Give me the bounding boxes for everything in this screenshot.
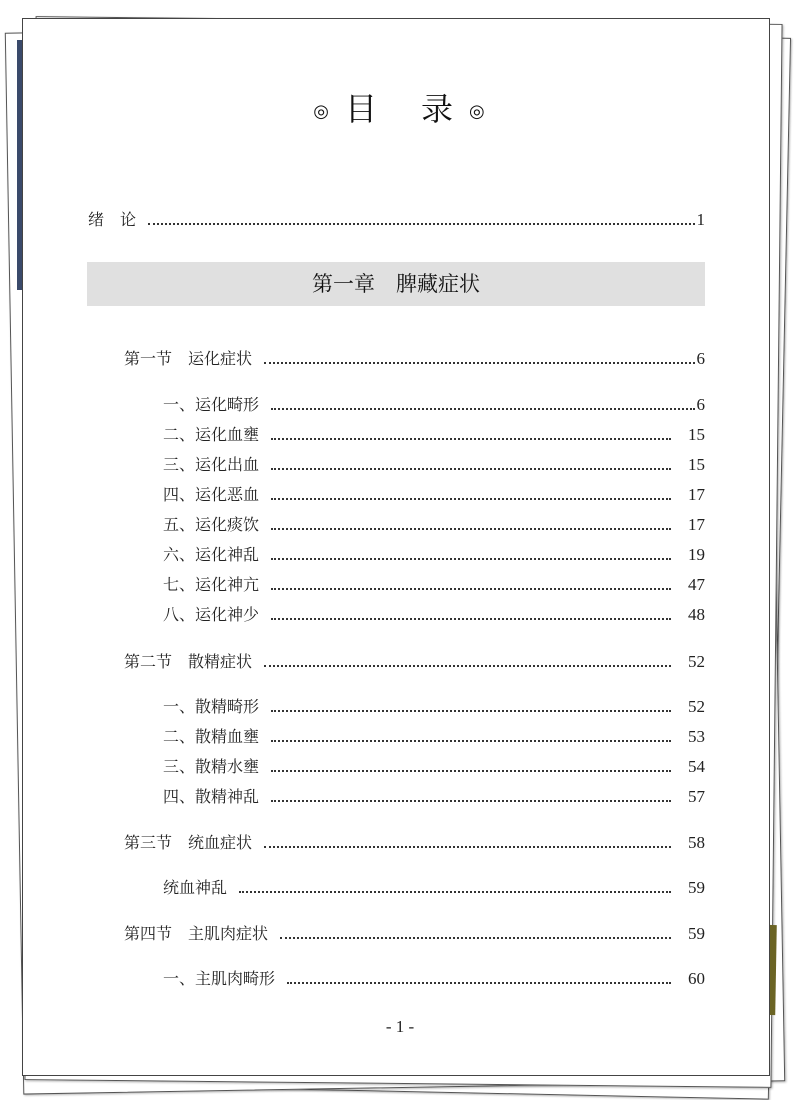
toc-entry-page: 17: [688, 485, 705, 504]
dot-leader: [271, 558, 671, 560]
toc-entry[interactable]: [163, 422, 705, 444]
chapter-heading: 第一章 脾藏症状: [87, 262, 705, 306]
dot-leader: [271, 438, 671, 440]
toc-entry-label: 第二节 散精症状: [124, 652, 253, 671]
toc-entry-page: 58: [688, 833, 705, 852]
toc-entry-label: 一、散精畸形: [163, 697, 260, 716]
toc-entry[interactable]: [163, 966, 705, 988]
toc-entry-label: 一、运化畸形: [163, 395, 260, 414]
toc-entry-page: 6: [696, 395, 705, 414]
dot-leader: [271, 468, 671, 470]
toc-entry-page: 52: [688, 697, 705, 716]
toc-entry[interactable]: [163, 512, 705, 534]
toc-entry-page: 48: [688, 605, 705, 624]
ornament-icon: ◎: [469, 101, 487, 122]
dot-leader: [271, 618, 671, 620]
dot-leader: [287, 982, 671, 984]
dot-leader: [271, 800, 671, 802]
toc-entry-page: 60: [688, 969, 705, 988]
toc-entry[interactable]: [163, 875, 705, 897]
toc-entry[interactable]: [124, 830, 705, 852]
toc-entry-label: 第一节 运化症状: [124, 349, 253, 368]
dot-leader: [280, 937, 671, 939]
title-char: 目: [344, 90, 379, 128]
toc-entry[interactable]: [124, 921, 705, 943]
toc-entry[interactable]: [163, 724, 705, 746]
toc-entry-page: 54: [688, 757, 705, 776]
toc-entry[interactable]: [163, 784, 705, 806]
toc-entry[interactable]: [163, 542, 705, 564]
title-char: 录: [421, 90, 456, 128]
toc-entry[interactable]: [163, 452, 705, 474]
dot-leader: [271, 710, 671, 712]
toc-entry-label: 二、运化血壅: [163, 425, 260, 444]
toc-entry-label: 绪 论: [88, 210, 137, 229]
page-number: - 1 -: [385, 1017, 415, 1036]
toc-entry[interactable]: [163, 602, 705, 624]
toc-entry[interactable]: [163, 754, 705, 776]
dot-leader: [264, 362, 695, 364]
toc-entry-page: 19: [688, 545, 705, 564]
toc-entry-page: 1: [696, 210, 705, 229]
toc-entry[interactable]: [163, 572, 705, 594]
toc-entry[interactable]: [163, 694, 705, 716]
dot-leader: [271, 770, 671, 772]
toc-entry-page: 53: [688, 727, 705, 746]
toc-entry[interactable]: [124, 649, 705, 671]
toc-entry[interactable]: [163, 482, 705, 504]
toc-entry-label: 一、主肌肉畸形: [163, 969, 276, 988]
dot-leader: [264, 846, 671, 848]
toc-entry-label: 三、运化出血: [163, 455, 260, 474]
toc-entry-label: 四、散精神乱: [163, 787, 260, 806]
toc-entry-label: 二、散精血壅: [163, 727, 260, 746]
toc-entry-page: 59: [688, 878, 705, 897]
toc-entry-label: 第四节 主肌肉症状: [124, 924, 269, 943]
toc-entry[interactable]: [163, 392, 705, 414]
toc-entry-page: 57: [688, 787, 705, 806]
toc-entry-page: 17: [688, 515, 705, 534]
toc-entry-intro[interactable]: [88, 207, 705, 229]
toc-entry-label: 八、运化神少: [163, 605, 260, 624]
dot-leader: [264, 665, 671, 667]
toc-entry-label: 第三节 统血症状: [124, 833, 253, 852]
dot-leader: [271, 588, 671, 590]
toc-entry-page: 15: [688, 455, 705, 474]
toc-entry-page: 47: [688, 575, 705, 594]
ornament-icon: ◎: [313, 101, 331, 122]
page-title: [0, 84, 800, 130]
toc-entry-label: 四、运化恶血: [163, 485, 260, 504]
toc-entry-label: 统血神乱: [163, 878, 228, 897]
dot-leader: [271, 740, 671, 742]
toc-entry-page: 59: [688, 924, 705, 943]
toc-entry-page: 52: [688, 652, 705, 671]
toc-entry-page: 15: [688, 425, 705, 444]
dot-leader: [271, 498, 671, 500]
toc-entry-label: 三、散精水壅: [163, 757, 260, 776]
dot-leader: [271, 528, 671, 530]
dot-leader: [148, 223, 695, 225]
dot-leader: [239, 891, 671, 893]
toc-entry-page: 6: [696, 349, 705, 368]
toc-entry[interactable]: [124, 346, 705, 368]
toc-entry-label: 六、运化神乱: [163, 545, 260, 564]
toc-entry-label: 五、运化痰饮: [163, 515, 260, 534]
dot-leader: [271, 408, 695, 410]
toc-entry-label: 七、运化神亢: [163, 575, 260, 594]
